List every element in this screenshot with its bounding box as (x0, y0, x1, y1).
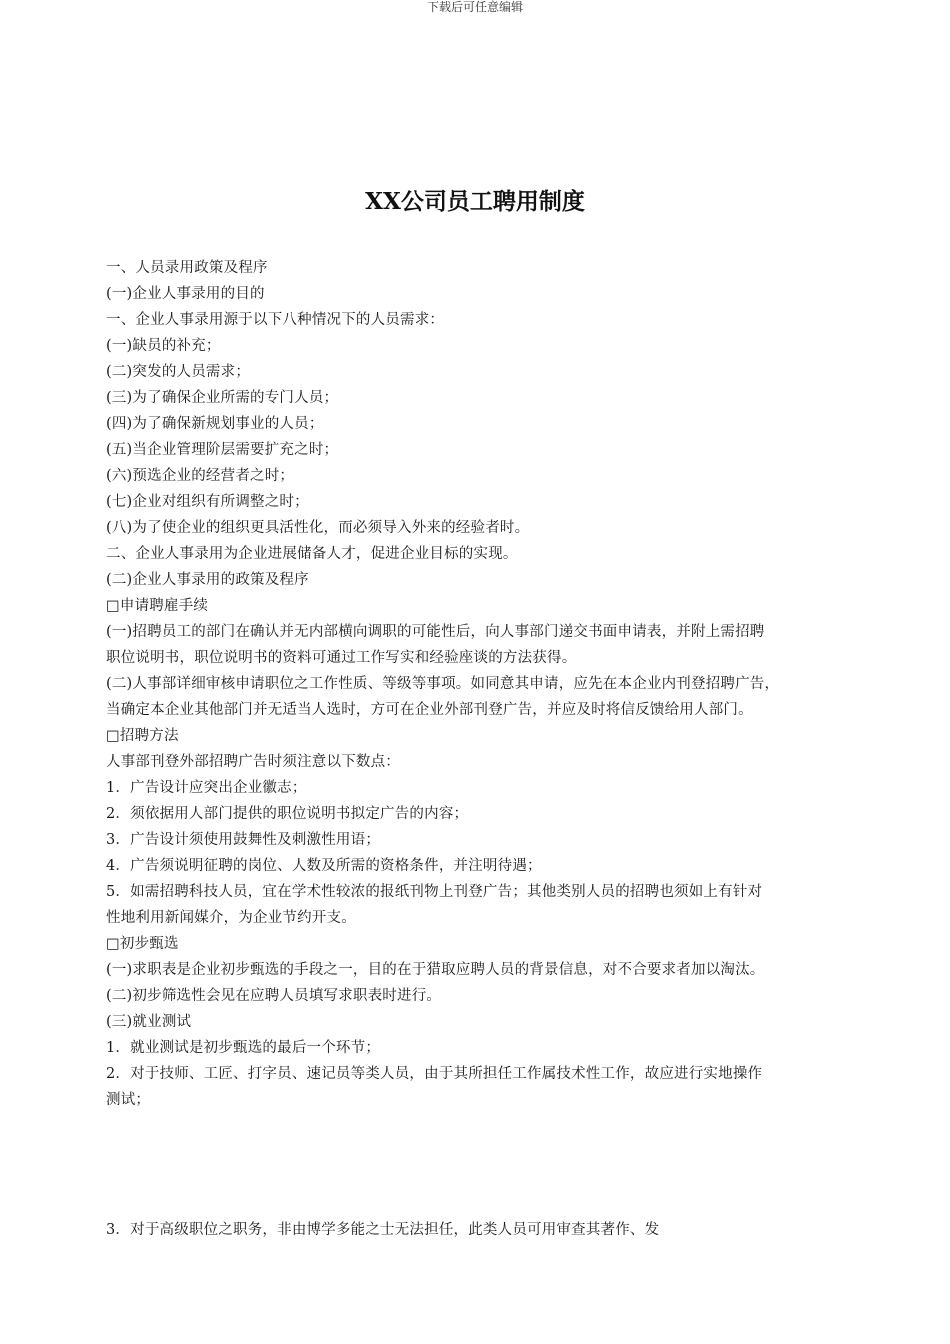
text-line: (二)初步筛选性会见在应聘人员填写求职表时进行。 (106, 988, 442, 1004)
text-line: (五)当企业管理阶层需要扩充之时； (106, 442, 339, 458)
text-line: 测试； (106, 1092, 151, 1108)
text-line: (二)突发的人员需求； (106, 364, 251, 380)
text-line: (四)为了确保新规划事业的人员； (106, 416, 324, 432)
document-title: XX公司员工聘用制度 (365, 188, 585, 215)
text-line: 4．广告须说明征聘的岗位、人数及所需的资格条件，并注明待遇； (106, 858, 542, 874)
text-line: 3．广告设计须使用鼓舞性及刺激性用语； (106, 832, 381, 848)
text-line: 2．对于技师、工匠、打字员、速记员等类人员，由于其所担任工作属技术性工作，故应进行实地操作 (106, 1066, 763, 1082)
document-body (106, 255, 866, 1243)
text-line: 2．须依据用人部门提供的职位说明书拟定广告的内容； (106, 806, 469, 822)
page-header-note: 下载后可任意编辑 (426, 0, 523, 14)
text-line: 当确定本企业其他部门并无适当人选时，方可在企业外部刊登广告，并应及时将信反馈给用人部门。 (106, 702, 753, 718)
text-line: (一)求职表是企业初步甄选的手段之一，目的在于猎取应聘人员的背景信息，对不合要求者加以淘汰。 (106, 962, 765, 978)
text-line: 性地利用新闻媒介，为企业节约开支。 (106, 910, 356, 926)
text-line: 人事部刊登外部招聘广告时须注意以下数点： (106, 754, 400, 770)
text-line: (七)企业对组织有所调整之时； (106, 494, 309, 510)
text-line: (一)缺员的补充； (106, 338, 221, 354)
section-heading: □招聘方法 (106, 728, 179, 744)
section-heading: □初步甄选 (106, 936, 179, 952)
text-line: 3．对于高级职位之职务，非由博学多能之士无法担任，此类人员可用审查其著作、发 (106, 1222, 660, 1238)
text-line: (八)为了使企业的组织更具活性化，而必须导入外来的经验者时。 (106, 520, 530, 536)
text-line: 1．就业测试是初步甄选的最后一个环节； (106, 1040, 381, 1056)
text-line: (三)就业测试 (106, 1014, 192, 1030)
page-break-gap (106, 1113, 866, 1217)
text-line: 5．如需招聘科技人员，宜在学术性较浓的报纸刊物上刊登广告；其他类别人员的招聘也须如上有针对 (106, 884, 763, 900)
text-line: 一、人员录用政策及程序 (106, 260, 268, 276)
text-line: 一、企业人事录用源于以下八种情况下的人员需求： (106, 312, 445, 328)
text-line: (三)为了确保企业所需的专门人员； (106, 390, 339, 406)
text-line: (一)招聘员工的部门在确认并无内部横向调职的可能性后，向人事部门递交书面申请表，并附上需招聘 (106, 624, 765, 640)
text-line: 职位说明书，职位说明书的资料可通过工作写实和经验座谈的方法获得。 (106, 650, 577, 666)
section-heading: □申请聘雇手续 (106, 598, 209, 614)
text-line: (六)预选企业的经营者之时； (106, 468, 295, 484)
text-line: 1．广告设计应突出企业徽志； (106, 780, 307, 796)
text-line: (二)企业人事录用的政策及程序 (106, 572, 309, 588)
text-line: 二、企业人事录用为企业进展储备人才，促进企业目标的实现。 (106, 546, 518, 562)
text-line: (二)人事部详细审核申请职位之工作性质、等级等事项。如同意其申请，应先在本企业内刊登招聘广告， (106, 676, 780, 692)
text-line: (一)企业人事录用的目的 (106, 286, 265, 302)
